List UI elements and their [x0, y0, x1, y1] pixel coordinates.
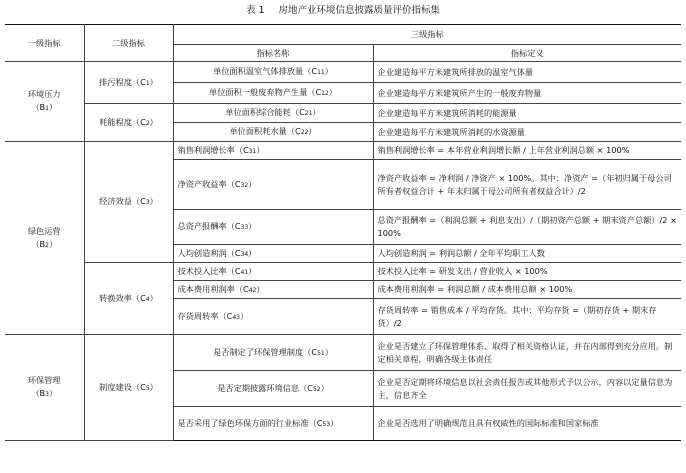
indicator-definition: 技术投入比率 = 研发支出 / 营业收入 × 100%: [373, 263, 681, 281]
indicator-name: 是否定期披露环境信息（C52）: [173, 371, 373, 407]
level1-code: （B3）: [31, 388, 58, 398]
indicator-definition: 企业是否建立了环保管理体系、取得了相关资格认证，并在内部得到充分应用。制定相关章程，明确各级主体责任: [373, 335, 681, 371]
evaluation-index-table: [5, 24, 681, 441]
indicator-name: 销售利润增长率（C31）: [173, 142, 373, 160]
indicator-name: 是否采用了绿色环保方面的行业标准（C53）: [173, 407, 373, 441]
indicator-name: 单位面积一般废弃物产生量（C12）: [173, 83, 373, 104]
indicator-name: 总资产报酬率（C33）: [173, 210, 373, 245]
indicator-name: 是否制定了环保管理制度（C51）: [173, 335, 373, 371]
level1-code: （B1）: [31, 102, 58, 112]
table-title: 房地产业环境信息披露质量评价指标集: [278, 5, 441, 16]
header-indicator-definition: 指标定义: [373, 45, 681, 62]
indicator-name: 单位面积温室气体排放量（C11）: [173, 62, 373, 83]
indicator-name: 成本费用利润率（C42）: [173, 281, 373, 299]
indicator-definition: 总资产报酬率 =（利润总额 + 利息支出）/（期初资产总额 + 期末资产总额）/2 × 100%: [373, 210, 681, 245]
level2-cell: 转换效率（C4）: [84, 263, 173, 335]
level1-cell: [5, 62, 84, 142]
indicator-definition: 企业是否选用了明确规范且具有权威性的国际标准和国家标准: [373, 407, 681, 441]
indicator-definition: 存货周转率 = 销售成本 / 平均存货。其中：平均存货 =（期初存货 + 期末存货）/2: [373, 299, 681, 335]
indicator-definition: 企业是否定期将环境信息以社会责任报告或其他形式予以公示，内容以定量信息为主，信息齐全: [373, 371, 681, 407]
indicator-definition: 企业建造每平方米建筑所排放的温室气体量: [373, 62, 681, 83]
table-caption: [0, 0, 686, 24]
indicator-name: 技术投入比率（C41）: [173, 263, 373, 281]
level1-cell: [5, 335, 84, 441]
level1-cell: [5, 142, 84, 335]
level2-cell: 排污程度（C1）: [84, 62, 173, 104]
indicator-name: 净资产收益率（C32）: [173, 160, 373, 210]
indicator-definition: 人均创造利润 = 利润总额 / 全年平均职工人数: [373, 245, 681, 263]
level1-code: （B2）: [31, 238, 58, 249]
indicator-definition: 成本费用利润率 = 利润总额 / 成本费用总额 × 100%: [373, 281, 681, 299]
table-number: 表 1: [245, 5, 265, 16]
indicator-definition: 净资产收益率 = 净利润 / 净资产 × 100%。其中：净资产 =（年初归属于母公司所有者权益合计 + 年末归属于母公司所有者权益合计）/2: [373, 160, 681, 210]
indicator-definition: 销售利润增长率 = 本年营业利润增长额 / 上年营业利润总额 × 100%: [373, 142, 681, 160]
indicator-name: 存货周转率（C43）: [173, 299, 373, 335]
indicator-name: 单位面积耗水量（C22）: [173, 123, 373, 142]
level2-cell: 制度建设（C5）: [84, 335, 173, 441]
header-indicator-name: 指标名称: [173, 45, 373, 62]
level1-name: 环境压力: [27, 89, 61, 99]
indicator-definition: 企业建造每平方米建筑所消耗的能源量: [373, 104, 681, 123]
level2-cell: 经济效益（C3）: [84, 142, 173, 263]
header-level1: 一级指标: [5, 25, 84, 62]
indicator-definition: 企业建造每平方米建筑所消耗的水资源量: [373, 123, 681, 142]
level1-name: 绿色运营: [27, 225, 61, 236]
indicator-definition: 企业建造每平方米建筑所产生的一般废弃物量: [373, 83, 681, 104]
level1-name: 环保管理: [27, 375, 61, 385]
header-level3: 三级指标: [173, 25, 681, 45]
header-level2: 二级指标: [84, 25, 173, 62]
indicator-name: 单位面积综合能耗（C21）: [173, 104, 373, 123]
indicator-name: 人均创造利润（C34）: [173, 245, 373, 263]
level2-cell: 耗能程度（C2）: [84, 104, 173, 142]
